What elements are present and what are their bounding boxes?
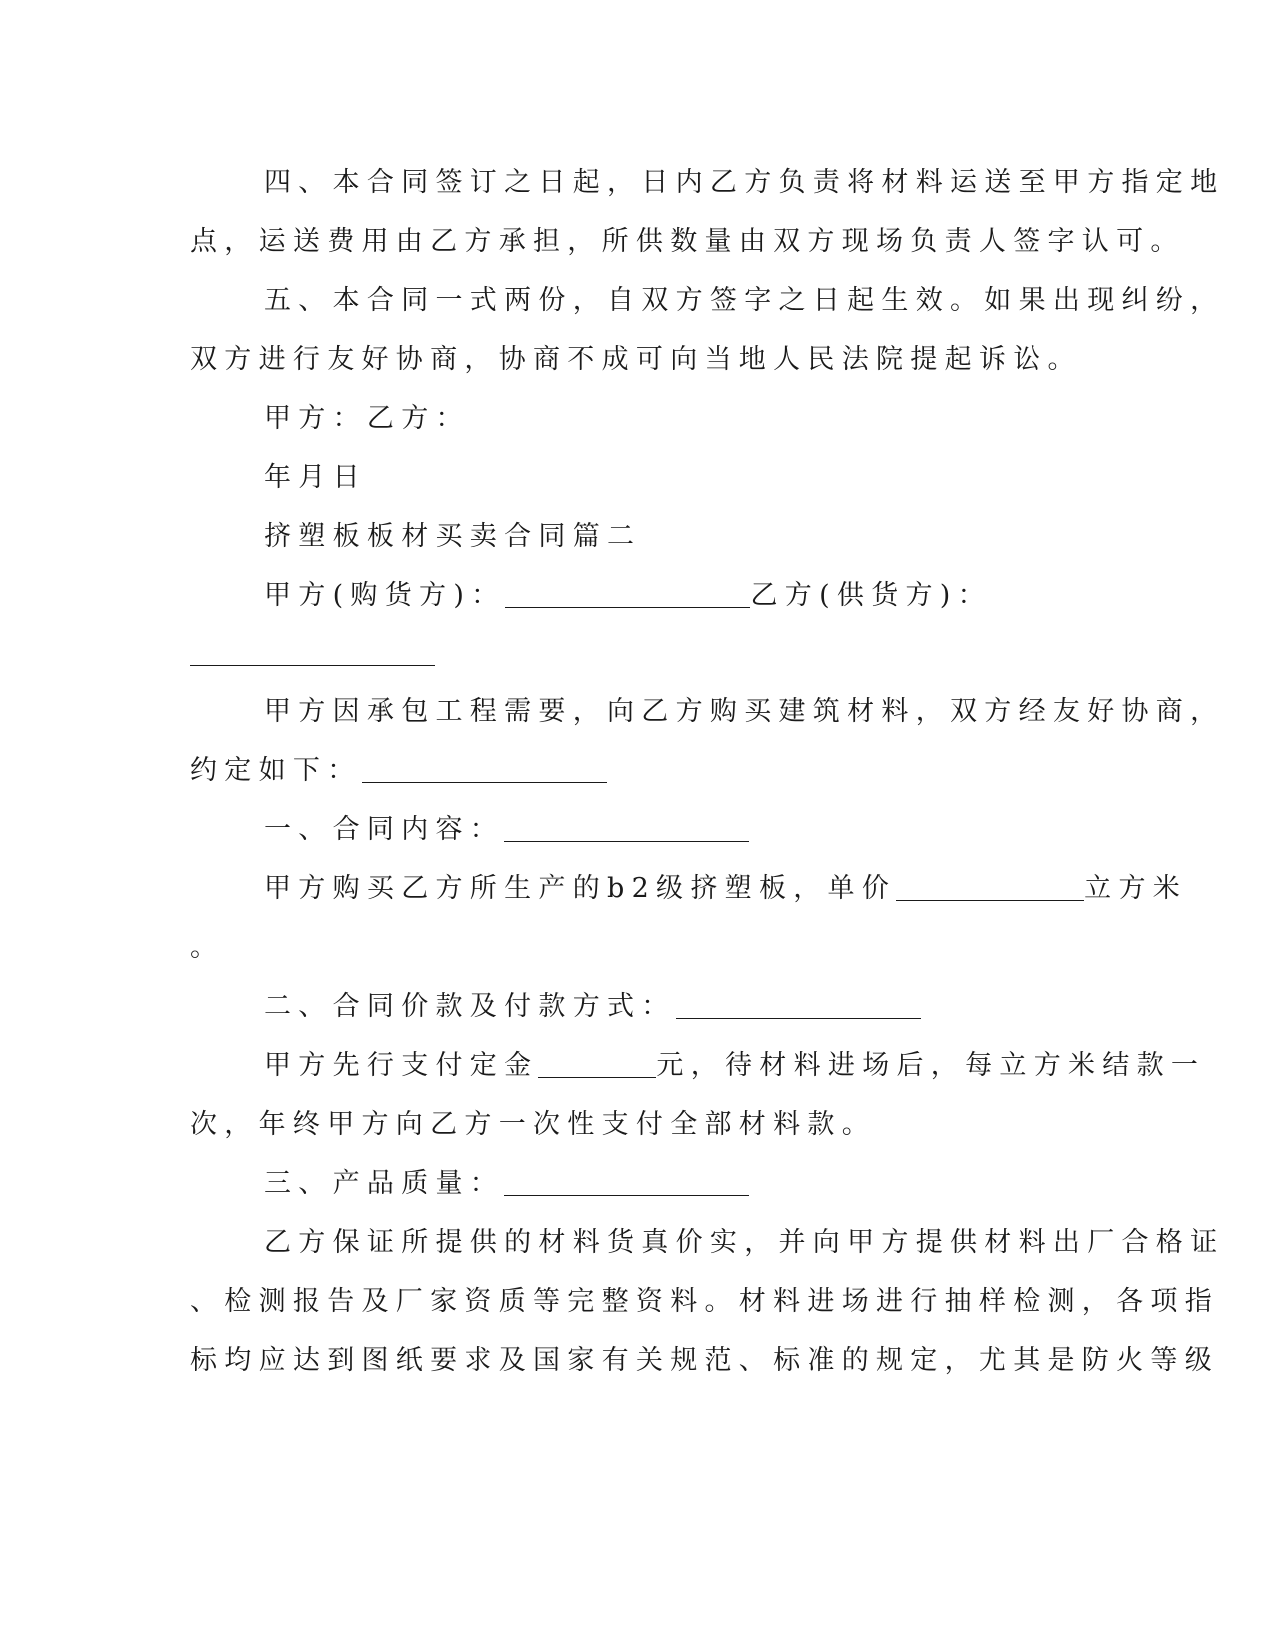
unit-price-blank [896,870,1084,901]
intro-line-1: 甲方因承包工程需要，向乙方购买建筑材料，双方经友好协商， [264,696,1225,727]
clause-1-unit: 立方米 [1084,873,1188,904]
clause-3-blank [504,1165,749,1196]
clause-4-line-2: 点，运送费用由乙方承担，所供数量由双方现场负责人签字认可。 [190,226,1185,257]
section-title: 挤塑板板材买卖合同篇二 [264,521,642,552]
date-line: 年月日 [264,462,367,493]
clause-1-heading: 一、合同内容： [264,814,505,845]
clause-1-text-line [264,869,1187,909]
clause-3-line-1: 乙方保证所提供的材料货真价实，并向甲方提供材料出厂合格证 [264,1227,1225,1258]
clause-3-heading-line [264,1164,749,1204]
clause-1-end-line: 。 [190,932,225,963]
intro-agreed-label: 约定如下： [190,755,362,786]
party-b-blank-line [190,634,435,674]
clause-2-text-a: 甲方先行支付定金 [264,1050,539,1081]
parties-line [264,576,992,616]
clause-5-line-1: 五、本合同一式两份，自双方签字之日起生效。如果出现纠纷， [264,285,1225,316]
clause-2-text-b: 元，待材料进场后，每立方米结款一 [656,1050,1206,1081]
clause-1-text: 甲方购买乙方所生产的b2级挤塑板，单价 [264,873,897,904]
clause-3-line-3: 标均应达到图纸要求及国家有关规范、标准的规定，尤其是防火等级 [190,1345,1219,1376]
clause-2-heading: 二、合同价款及付款方式： [264,991,676,1022]
party-b-label: 乙方(供货方)： [750,580,992,611]
clause-2-text-line-2: 次，年终甲方向乙方一次性支付全部材料款。 [190,1109,876,1140]
clause-3-line-2: 、检测报告及厂家资质等完整资料。材料进场进行抽样检测，各项指 [190,1286,1219,1317]
party-b-blank [190,635,435,666]
clause-4-line-1: 四、本合同签订之日起，日内乙方负责将材料运送至甲方指定地 [264,167,1225,198]
deposit-blank [538,1047,656,1078]
clause-2-heading-line [264,987,921,1027]
clause-1-heading-line [264,810,749,850]
clause-3-heading: 三、产品质量： [264,1168,505,1199]
clause-2-blank [676,988,921,1019]
clause-1-blank [504,811,749,842]
clause-5-line-2: 双方进行友好协商，协商不成可向当地人民法院提起诉讼。 [190,344,1082,375]
signature-line: 甲方：乙方： [264,403,470,434]
intro-line-2 [190,751,607,791]
clause-2-text-line-1 [264,1046,1205,1086]
party-a-blank [505,577,750,608]
intro-blank [362,752,607,783]
party-a-label: 甲方(购货方)： [264,580,506,611]
